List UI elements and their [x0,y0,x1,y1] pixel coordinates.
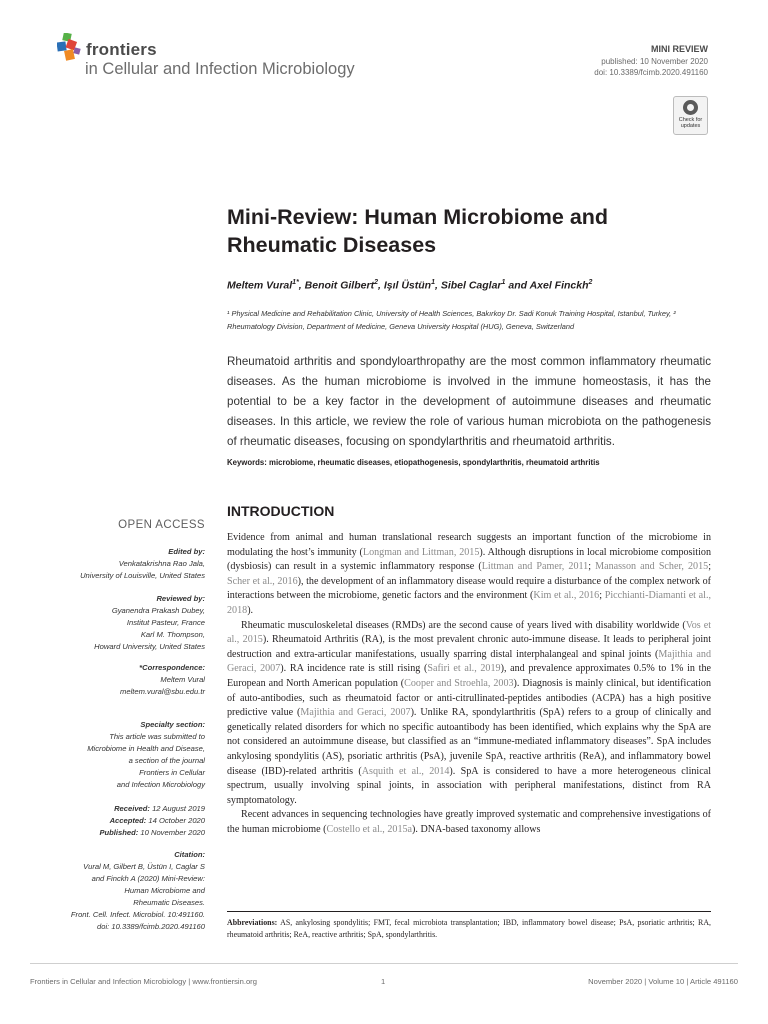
reference-link[interactable]: Majithia and Geraci, 2007 [227,648,712,675]
reference-link[interactable]: Littman and Pamer, 2011 [481,561,589,573]
article-type: MINI REVIEW [650,44,708,54]
accepted-date: 14 October 2020 [148,816,205,825]
reference-link[interactable]: Asquith et al., 2014 [361,765,450,777]
introduction-body [227,531,711,837]
editor-line: University of Louisville, United States [80,571,205,580]
body-text-run: Rheumatic musculoskeletal diseases (RMDs) are the second cause of years lived with disability worldwide ( [241,619,686,631]
received-date: 12 August 2019 [152,804,205,813]
correspondence-label: *Correspondence: [139,663,205,672]
body-text-run: ). SpA is considered to have a more heterogeneous clinical spectrum, usually involving spinal joints, in association with peripheral manifestations, distinct from RA symptomatology. [227,765,711,806]
check-updates-icon [683,100,698,115]
dates [99,803,205,839]
body-text-run: ). Rheumatoid Arthritis (RA), is the most prevalent chronic auto-immune disease. It leads to peripheral joint destruction and extra-articular manifestations, usually sparring distal interphalangeal and spinal joints ( [227,634,711,660]
citation [71,849,205,933]
reference-link[interactable]: Kim et al., 2016 [533,590,600,602]
reference-link[interactable]: Scher et al., 2016 [227,575,298,587]
affiliations: ¹ Physical Medicine and Rehabilitation Clinic, University of Health Sciences, Bakırkoy Dr. Sadi Konuk Training Hospital, Istanbul, Turkey, ² Rheumatology Division, Department of Medicine, Geneva University Hospital (HUG), Geneva, Switzerland [227,309,676,331]
doi: doi: 10.3389/fcimb.2020.491160 [594,68,708,77]
author-affiliation-mark: 2 [374,279,378,286]
abbreviations-footnote [227,911,711,941]
citation-line: Rheumatic Diseases. [133,898,205,907]
body-text-run: ; [588,561,596,573]
body-text-run: Recent advances in sequencing technologies have greatly improved systematic and comprehensive investigations of the human microbiome ( [227,809,711,835]
body-text-run: ). RA incidence rate is still rising ( [280,663,428,675]
body-text-run: ; [599,590,605,602]
reference-link[interactable]: Costello et al., 2015a [326,823,413,835]
reviewer-line: Gyanendra Prakash Dubey, [111,606,205,615]
specialty-line: Frontiers in Cellular [139,768,205,777]
body-text-run: ). Although disruptions in local microbiome composition (dysbiosis) can result in a systemic inflammatory response ( [227,546,711,573]
body-text-run: ), the development of an inflammatory disease would require a disturbance of the complex network of interactions between the microbiome, genetic factors and the environment ( [227,575,711,602]
body-paragraph [227,531,711,619]
citation-line[interactable]: doi: 10.3389/fcimb.2020.491160 [97,922,205,931]
footer-journal[interactable]: Frontiers in Cellular and Infection Microbiology | www.frontiersin.org [30,977,257,986]
citation-line: Front. Cell. Infect. Microbiol. 10:491160. [70,910,205,919]
journal-name: in Cellular and Infection Microbiology [85,60,355,78]
body-text-run: ). Unlike RA, spondylarthritis (SpA) refers to a group of clinically and genetically related disorders for which no specific autoantibody has been identified, which explains why the SpA are not considered an autoimmune disease, but classified as an “immune-mediated inflammatory diseases”. SpA includes ankylosing spondylitis (AS), psoriatic arthritis (PsA), juvenile SpA, reactive arthritis (ReA), and inflammatory bowel disease (IBD)-related arthritis ( [227,707,711,777]
editor-line: Venkatakrishna Rao Jala, [118,559,205,568]
check-updates-label: Check for updates [678,117,703,129]
citation-line: Vural M, Gilbert B, Üstün I, Caglar S [83,862,205,871]
specialty-line: Microbiome in Health and Disease, [87,744,205,753]
author-affiliation-mark: 1 [501,279,506,286]
author-affiliation-mark: 2 [588,279,593,286]
body-paragraph [227,808,711,837]
correspondence-name: Meltem Vural [160,675,205,684]
accepted-label: Accepted: [109,816,147,825]
author-affiliation-mark: 1 [431,279,435,286]
citation-line: Human Microbiome and [124,886,205,895]
frontiers-logo-icon [57,33,83,63]
citation-line: and Finckh A (2020) Mini-Review: [91,874,205,883]
citation-label: Citation: [174,850,205,859]
edited-by-label: Edited by: [168,547,205,556]
author-name[interactable]: Meltem Vural [227,279,293,292]
page-number: 1 [381,977,386,986]
footer-article-info: November 2020 | Volume 10 | Article 491160 [588,977,738,986]
published-sidebar-date: 10 November 2020 [140,828,205,837]
footer-divider [30,963,738,964]
author-list: Meltem Vural$^{1*}$, Benoit Gilbert$^2$, Işıl Üstün$^1$, Sibel Caglar$^1$ and Axel Finckh$^2$ [227,279,593,292]
reviewed-by-label: Reviewed by: [156,594,205,603]
reference-link[interactable]: Safiri et al., 2019 [427,663,501,675]
published-label: Published: [99,828,139,837]
author-name[interactable]: Işıl Üstün [383,279,432,292]
body-text-run: ). DNA-based taxonomy allows [412,823,541,835]
specialty-section [87,719,205,791]
check-for-updates-badge[interactable] [673,96,708,135]
reference-link[interactable]: Manasson and Scher, 2015 [595,561,709,573]
reviewer-line: Howard University, United States [94,642,205,651]
specialty-line: and Infection Microbiology [116,780,205,789]
open-access-label: OPEN ACCESS [118,519,205,531]
logo-name: frontiers [86,40,157,59]
section-heading-introduction: INTRODUCTION [227,503,335,519]
author-name[interactable]: Sibel Caglar [440,279,502,292]
body-paragraph [227,619,711,809]
reference-link[interactable]: Picchianti-Diamanti et al., 2018 [227,590,711,616]
reference-link[interactable]: Cooper and Stroehla, 2003 [404,677,514,689]
correspondence [120,662,205,698]
author-affiliation-mark: 1* [292,279,299,286]
reference-link[interactable]: Majithia and Geraci, 2007 [300,707,411,719]
author-name[interactable]: Axel Finckh [529,279,589,292]
article-title: Mini-Review: Human Microbiome and Rheumatic Diseases [227,205,609,257]
abstract: Rheumatoid arthritis and spondyloarthropathy are the most common inflammatory rheumatic diseases. As the human microbiome is involved in the immune homeostasis, it has the potential to be a key factor in the development of autoimmune diseases and rheumatic diseases. In this article, we review the role of various human microbiota on the pathogenesis of rheumatic diseases, focusing on spondylarthritis and rheumatoid arthritis. [227,355,711,448]
body-text-run: Evidence from animal and human translational research suggests an important function of the microbiome in modulating the host’s immunity ( [227,532,711,558]
reviewer-line: Institut Pasteur, France [126,618,205,627]
reviewer-line: Karl M. Thompson, [140,630,205,639]
correspondence-email[interactable]: meltem.vural@sbu.edu.tr [120,687,205,696]
body-text-run: ), and prevalence approximates 0.5% to 1% in the European and North American population ( [227,663,711,689]
specialty-line: a section of the journal [128,756,205,765]
author-name[interactable]: Benoit Gilbert [304,279,375,292]
reference-link[interactable]: Vos et al., 2015 [227,619,711,646]
specialty-label: Specialty section: [140,720,205,729]
body-text-run: ; [708,561,712,573]
abbreviations-label: Abbreviations: [227,918,278,927]
specialty-line: This article was submitted to [109,732,205,741]
reviewed-by [94,593,205,653]
body-text-run: ). [247,604,254,616]
reference-link[interactable]: Longman and Littman, 2015 [362,546,480,558]
received-label: Received: [114,804,150,813]
published-date: published: 10 November 2020 [601,57,708,66]
abbreviations-text: AS, ankylosing spondylitis; FMT, fecal microbiota transplantation; IBD, inflammatory bowel disease; PsA, psoriatic arthritis; RA, rheumatoid arthritis; ReA, reactive arthritis; SpA, spondylarthritis. [227,918,711,939]
edited-by [80,546,205,582]
body-text-run: ). Diagnosis is mainly clinical, but identification of auto-antibodies, such as rheumatoid factor or anti-citrullinated-peptides antibodies (ACPA) has a high positive predictive value ( [227,677,712,719]
keywords: Keywords: microbiome, rheumatic diseases, etiopathogenesis, spondylarthritis, rheumatoid arthritis [227,458,600,467]
